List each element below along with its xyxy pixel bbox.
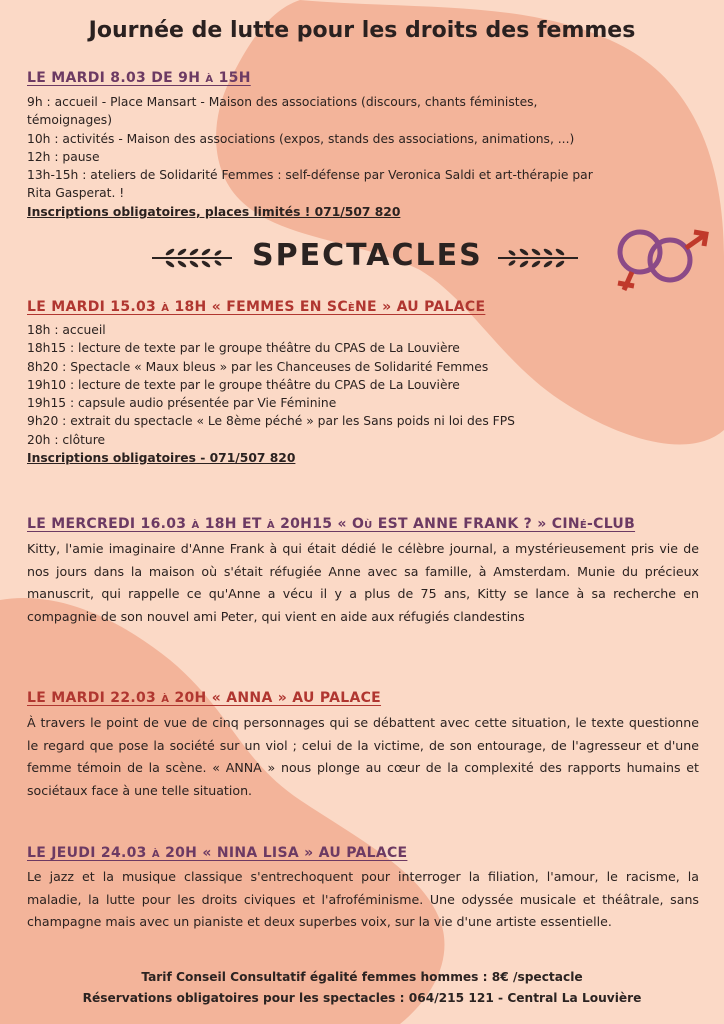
footer-tarif: Tarif Conseil Consultatif égalité femmes hommes : 8€ /spectacle — [141, 970, 583, 984]
schedule-line: 9h : accueil - Place Mansart - Maison des associations (discours, chants féministes, — [27, 95, 538, 109]
schedule-line: témoignages) — [27, 113, 113, 128]
intro-inscription: Inscriptions obligatoires, places limités ! 071/507 820 — [27, 204, 401, 219]
spectacles-banner — [150, 238, 580, 282]
schedule-line: 8h20 : Spectacle « Maux bleus » par les Chanceuses de Solidarité Femmes — [27, 359, 489, 374]
schedule-line: 18h : accueil — [27, 323, 106, 337]
event-description: Kitty, l'amie imaginaire d'Anne Frank à qui était dédié le célèbre journal, a mystérieusement pris vie de nos jours dans la maison où s'était réfugiée Anne avec sa famille, à Amsterdam. Munie du précieux manuscrit, qui rappelle ce qu'Anne a vécu il y a plus de 75 ans, Kitty se lance à sa recherche en compagnie de son nouvel ami Peter, qui vient en aide aux réfugiés clandestins — [27, 541, 699, 624]
schedule-line: Rita Gasperat. ! — [27, 186, 125, 201]
schedule-line: 19h10 : lecture de texte par le groupe théâtre du CPAS de La Louvière — [27, 377, 460, 392]
event-heading: LE MERCREDI 16.03 à 18H ET à 20H15 « Où EST ANNE FRANK ? » CINé-CLUB — [27, 516, 636, 532]
footer-reservation: Réservations obligatoires pour les spectacles : 064/215 121 - Central La Louvière — [82, 991, 642, 1005]
page-title: Journée de lutte pour les droits des femmes — [88, 18, 636, 43]
event-heading: LE MARDI 22.03 à 20H « ANNA » AU PALACE — [27, 690, 382, 706]
right-branch-icon — [496, 246, 580, 270]
event-description: Le jazz et la musique classique s'entrechoquent pour interroger la filiation, l'amour, le racisme, la maladie, la lutte pour les droits civiques et l'afroféminisme. Une odyssée musicale et théâtrale, sans champagne mais avec un pianiste et deux superbes voix, sur la vie d'une artiste essentielle. — [27, 869, 699, 929]
schedule-line: 9h20 : extrait du spectacle « Le 8ème péché » par les Sans poids ni loi des FPS — [27, 414, 515, 429]
schedule-line: 12h : pause — [27, 149, 100, 164]
intro-schedule — [27, 93, 702, 221]
left-branch-icon — [150, 246, 234, 270]
schedule-line: 13h-15h : ateliers de Solidarité Femmes : self-défense par Veronica Saldi et art-thérapie par — [27, 168, 593, 183]
event-heading: LE MARDI 15.03 à 18H « FEMMES EN SCèNE » AU PALACE — [27, 299, 486, 315]
schedule-line: 19h15 : capsule audio présentée par Vie Féminine — [27, 396, 337, 411]
schedule-line: 10h : activités - Maison des associations (expos, stands des associations, animations, ...) — [27, 131, 575, 146]
section-title: SPECTACLES — [252, 238, 483, 273]
event-inscription: Inscriptions obligatoires - 071/507 820 — [27, 451, 296, 466]
event-schedule — [27, 321, 702, 467]
gender-symbols-icon — [606, 222, 716, 294]
intro-heading: LE MARDI 8.03 DE 9H à 15H — [27, 70, 251, 86]
event-heading: LE JEUDI 24.03 à 20H « NINA LISA » AU PALACE — [27, 845, 408, 861]
schedule-line: 18h15 : lecture de texte par le groupe théâtre du CPAS de La Louvière — [27, 341, 460, 356]
schedule-line: 20h : clôture — [27, 432, 106, 447]
event-description: À travers le point de vue de cinq personnages qui se débattent avec cette situation, le texte questionne le regard que pose la société sur un viol ; celui de la victime, de son entourage, de l'agresseur et d'une femme témoin de la scène. « ANNA » nous plonge au cœur de la complexité des rapports humains et sociétaux face à une telle situation. — [27, 715, 699, 798]
